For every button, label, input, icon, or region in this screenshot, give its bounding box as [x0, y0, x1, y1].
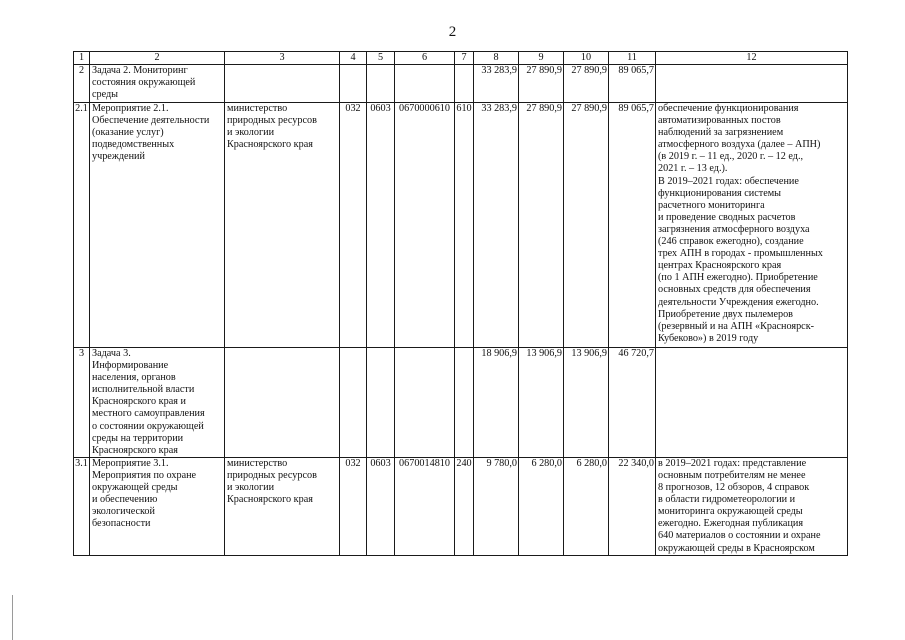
- cell-csr: [395, 65, 455, 103]
- cell-csr: 0670000610: [395, 103, 455, 348]
- cell-2020: 13 906,9: [519, 348, 564, 458]
- cell-2020: 27 890,9: [519, 103, 564, 348]
- cell-grbs: [340, 65, 367, 103]
- row-number: 2: [74, 65, 90, 103]
- header-col-2: 2: [90, 52, 225, 65]
- row-name: Мероприятие 3.1. Мероприятия по охране окружающей среды и обеспечению экологической безопасности: [92, 457, 197, 530]
- row-name: Задача 2. Мониторинг состояния окружающей среды: [92, 65, 196, 101]
- cell-grbs: 032: [340, 457, 367, 555]
- cell-total: 22 340,0: [609, 457, 656, 555]
- scan-margin-line: [12, 595, 13, 640]
- cell-2019: 33 283,9: [474, 65, 519, 103]
- header-row: [74, 52, 848, 65]
- header-col-7: 7: [455, 52, 474, 65]
- cell-2020: 27 890,9: [519, 65, 564, 103]
- cell-csr: 0670014810: [395, 457, 455, 555]
- cell-2019: 33 283,9: [474, 103, 519, 348]
- header-col-11: 11: [609, 52, 656, 65]
- row-number: 2.1: [74, 103, 90, 348]
- header-col-3: 3: [225, 52, 340, 65]
- cell-2019: 18 906,9: [474, 348, 519, 458]
- row-number: 3: [74, 348, 90, 458]
- row-name: Мероприятие 2.1. Обеспечение деятельности (оказание услуг) подведомственных учреждений: [92, 103, 210, 163]
- row-result: в 2019–2021 годах: представление основным потребителям не менее 8 прогнозов, 12 обзоров, 4 справок в области гидрометеорологии и мониторинга окружающей среды ежегодно. Ежегодная публикация 640 материалов о состоянии и охране окружающей среды в Красноярском: [658, 457, 821, 554]
- header-col-12: 12: [656, 52, 848, 65]
- cell-2020: 6 280,0: [519, 457, 564, 555]
- cell-rzpr: 0603: [367, 103, 395, 348]
- row-name: Задача 3. Информирование населения, органов исполнительной власти Красноярского края и местного самоуправления о состоянии окружающей среды на территории Красноярского края: [92, 348, 205, 456]
- cell-vr: 610: [455, 103, 474, 348]
- header-col-9: 9: [519, 52, 564, 65]
- table-row-measure-2-1: [74, 103, 848, 348]
- cell-vr: [455, 65, 474, 103]
- cell-2021: 13 906,9: [564, 348, 609, 458]
- table-row-measure-3-1: [74, 457, 848, 555]
- table-row-task-3: [74, 348, 848, 458]
- cell-2021: 27 890,9: [564, 65, 609, 103]
- row-organization: министерство природных ресурсов и экологии Красноярского края: [227, 457, 317, 506]
- program-measures-table: [73, 51, 848, 556]
- row-organization: министерство природных ресурсов и экологии Красноярского края: [227, 103, 317, 151]
- cell-vr: [455, 348, 474, 458]
- cell-grbs: 032: [340, 103, 367, 348]
- cell-2021: 6 280,0: [564, 457, 609, 555]
- cell-2019: 9 780,0: [474, 457, 519, 555]
- row-number: 3.1: [74, 457, 90, 555]
- cell-rzpr: [367, 348, 395, 458]
- cell-vr: 240: [455, 457, 474, 555]
- table-row-task-2: [74, 65, 848, 103]
- cell-2021: 27 890,9: [564, 103, 609, 348]
- cell-grbs: [340, 348, 367, 458]
- header-col-4: 4: [340, 52, 367, 65]
- cell-total: 89 065,7: [609, 65, 656, 103]
- header-col-10: 10: [564, 52, 609, 65]
- page-number: 2: [448, 24, 457, 40]
- cell-rzpr: 0603: [367, 457, 395, 555]
- header-col-8: 8: [474, 52, 519, 65]
- cell-csr: [395, 348, 455, 458]
- header-col-6: 6: [395, 52, 455, 65]
- row-result: обеспечение функционирования автоматизированных постов наблюдений за загрязнением атмосферного воздуха (далее – АПН) (в 2019 г. – 11 ед., 2020 г. – 12 ед., 2021 г. – 13 ед.). В 2019–2021 годах: обеспечение функционирования системы расчетного мониторинга и проведение сводных расчетов загрязнения атмосферного воздуха (246 справок ежегодно), создание трех АПН в городах - промышленных центрах Красноярского края (по 1 АПН ежегодно). Приобретение основных средств для обеспечения деятельности Учреждения ежегодно. Приобретение двух пылемеров (резервный и на АПН «Красноярск- Кубеково») в 2019 году: [658, 103, 823, 344]
- cell-total: 89 065,7: [609, 103, 656, 348]
- header-col-5: 5: [367, 52, 395, 65]
- header-col-1: 1: [74, 52, 90, 65]
- cell-total: 46 720,7: [609, 348, 656, 458]
- cell-rzpr: [367, 65, 395, 103]
